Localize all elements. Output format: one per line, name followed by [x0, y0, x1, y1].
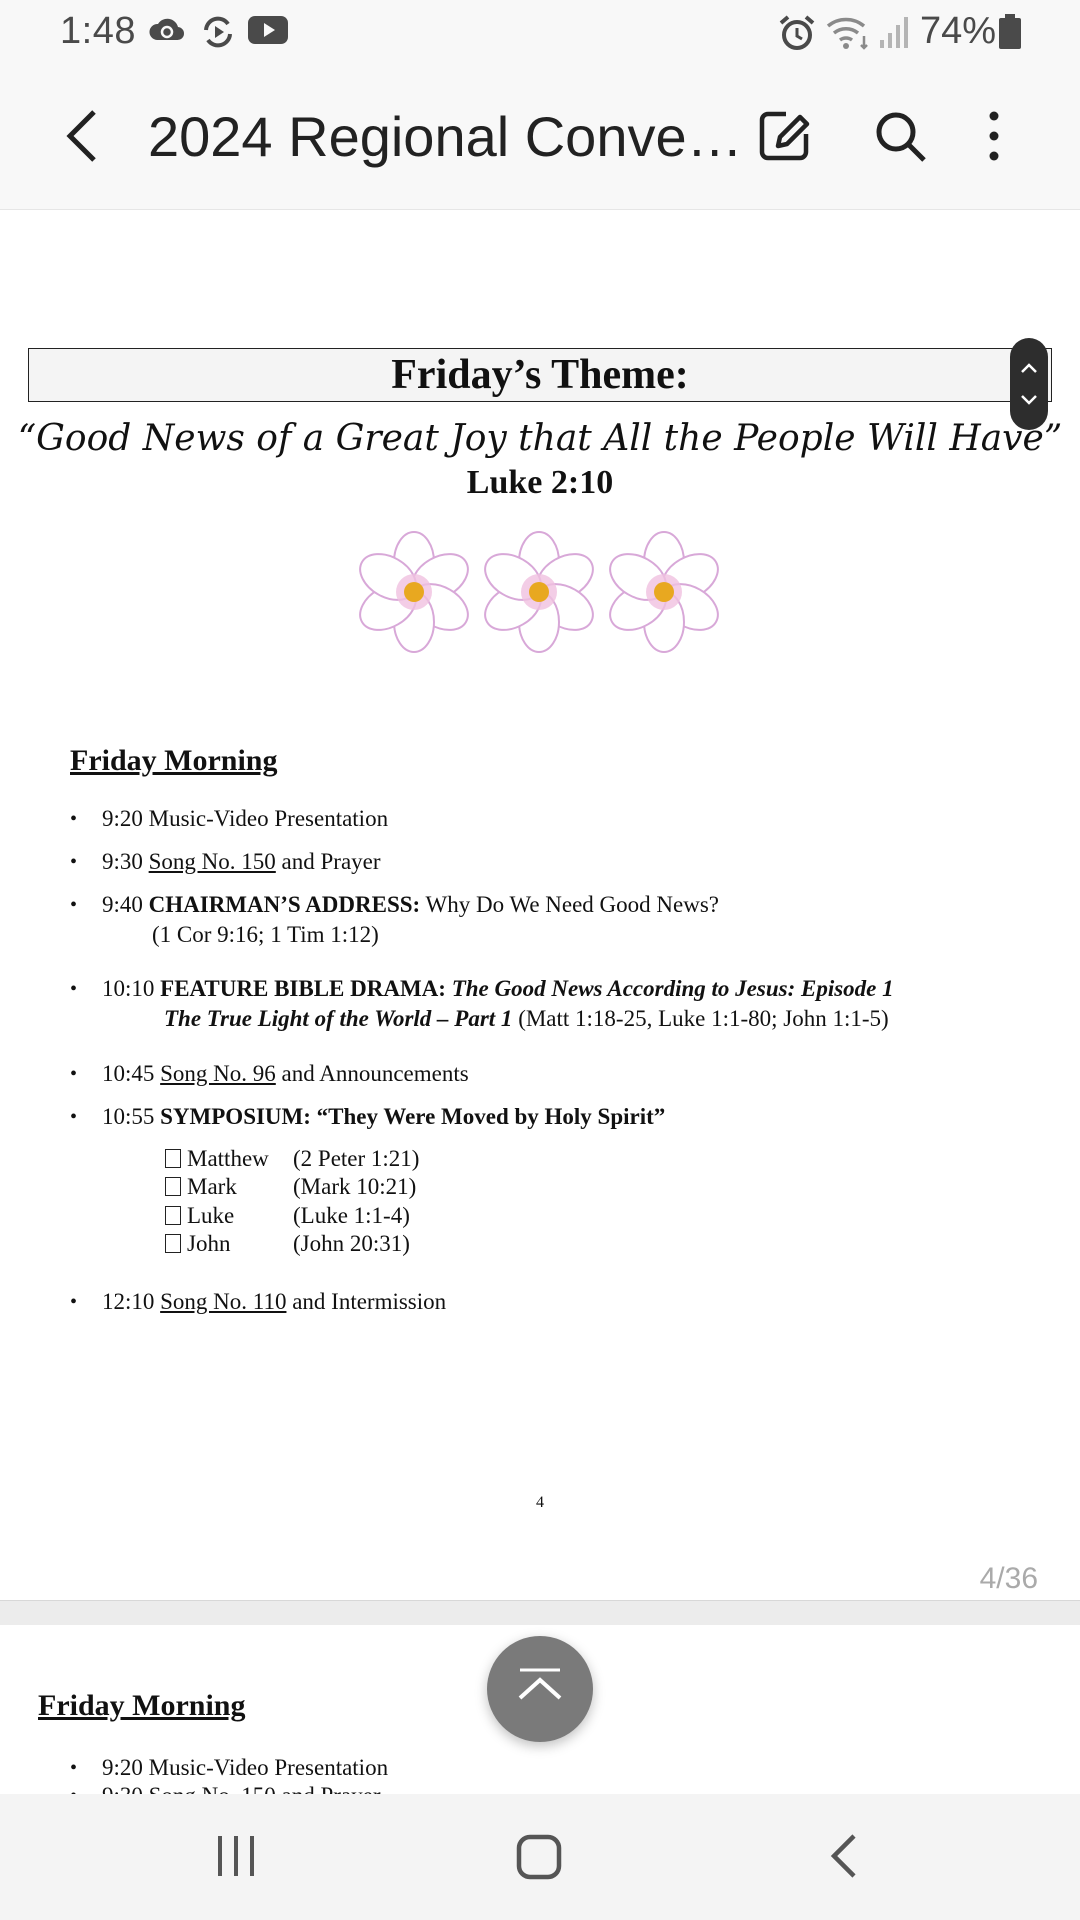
item-reference: (Matt 1:18-25, Luke 1:1-80; John 1:1-5): [518, 1006, 889, 1031]
home-icon[interactable]: [514, 1826, 564, 1886]
song-link[interactable]: Song No. 96: [160, 1061, 276, 1086]
item-time: 10:55: [102, 1104, 155, 1129]
program-item: • 9:40 CHAIRMAN’S ADDRESS: Why Do We Need Good News? (1 Cor 9:16; 1 Tim 1:12): [70, 890, 1070, 950]
symposium-ref: (2 Peter 1:21): [293, 1146, 420, 1171]
document-page[interactable]: Friday’s Theme: “Good News of a Great Joy that All the People Will Have” Luke 2:10 Friday Morning • 9:20 Music-Video Presentation • 9:30 Song No. 150 and Prayer • 9:40 CHAIRMAN’S ADDRESS: Why Do We Need Good News? (1 Cor 9:16; 1 Tim 1:12) • 10:10 FEATURE BIBLE DRAMA: The Good News According to Jesus: Episode 1 The True Light of the World – Part 1 (Matt 1:18-25, Luke 1:1-80; John 1:1-5) • 10:45 Song No. 96 and Announcements • 10:55 SYMPOSIUM: “They Were Moved by Holy Spirit” Matthew (2 Peter 1:21) Mark (Mark 10:21) Luke (Luke 1:1-4) John (John 20:31) • 12:10 Song No. 110 and Intermission 4 4/36: [0, 210, 1080, 1600]
checkbox-glyph: [165, 1149, 181, 1168]
alarm-icon: [778, 14, 816, 52]
page-number: 4: [536, 1494, 544, 1511]
symposium-ref: (Mark 10:21): [293, 1174, 417, 1199]
edit-icon[interactable]: [756, 108, 812, 164]
item-time: 12:10: [102, 1289, 155, 1314]
theme-verse: Luke 2:10: [466, 464, 614, 501]
wifi-icon: [826, 14, 870, 50]
theme-quote: “Good News of a Great Joy that All the People Will Have”: [17, 418, 1063, 459]
page-divider: [0, 1600, 1080, 1626]
scroll-to-top-button[interactable]: [487, 1636, 593, 1742]
song-link[interactable]: Song No. 110: [160, 1289, 287, 1314]
symposium-name: Mark: [187, 1174, 237, 1199]
checkbox-glyph: [165, 1234, 181, 1253]
item-time: 10:45: [102, 1061, 155, 1086]
symposium-part: [165, 1144, 420, 1174]
item-time: 9:40: [102, 892, 143, 917]
youtube-icon: [248, 14, 288, 46]
document-title: 2024 Regional Conve…: [148, 105, 743, 168]
item-time: 9:30: [102, 849, 143, 874]
symposium-part: [165, 1172, 417, 1202]
symposium-name: Matthew: [187, 1146, 269, 1171]
chevron-up-icon: [487, 1636, 593, 1742]
section-title-friday-morning: Friday Morning: [70, 744, 278, 777]
back-arrow-icon[interactable]: [62, 108, 102, 164]
drama-title: The Good News According to Jesus: Episode 1: [451, 976, 894, 1001]
symposium-ref: (Luke 1:1-4): [293, 1203, 410, 1228]
app-bar: [0, 64, 1080, 210]
system-nav-bar: [0, 1794, 1080, 1920]
signal-icon: [878, 14, 910, 50]
search-icon[interactable]: [872, 108, 928, 164]
song-link[interactable]: Song No. 150: [148, 849, 276, 874]
item-text: and Intermission: [292, 1289, 447, 1314]
symposium-ref: (John 20:31): [293, 1231, 410, 1256]
recents-icon[interactable]: [214, 1826, 258, 1886]
item-heading: SYMPOSIUM: “They Were Moved by Holy Spirit”: [160, 1104, 666, 1129]
symposium-part: [165, 1201, 410, 1231]
item-heading: FEATURE BIBLE DRAMA:: [160, 976, 446, 1001]
section-title-friday-morning: Friday Morning: [38, 1689, 246, 1722]
next-document-page[interactable]: Friday Morning • 9:20 Music-Video Presentation: [0, 1625, 1080, 1795]
item-text: Why Do We Need Good News?: [425, 892, 719, 917]
item-text: Music-Video Presentation: [148, 806, 389, 831]
item-time: 9:20: [102, 806, 143, 831]
battery-icon: [998, 14, 1022, 50]
symposium-name: John: [187, 1231, 231, 1256]
status-time: 1:48: [60, 10, 136, 52]
back-icon[interactable]: [824, 1826, 864, 1886]
symposium-name: Luke: [187, 1203, 235, 1228]
battery-percent: 74%: [919, 10, 996, 52]
checkbox-glyph: [165, 1177, 181, 1196]
drama-subtitle: The True Light of the World – Part 1: [164, 1006, 513, 1031]
program-item: • 10:10 FEATURE BIBLE DRAMA: The Good News According to Jesus: Episode 1 The True Light of the World – Part 1 (Matt 1:18-25, Luke 1:1-80; John 1:1-5): [70, 976, 894, 1031]
status-bar: [0, 0, 1080, 64]
item-text: 9:20 Music-Video Presentation: [102, 1755, 389, 1780]
item-heading: CHAIRMAN’S ADDRESS:: [148, 892, 421, 917]
flowers-image: [352, 528, 726, 656]
item-text: and Announcements: [281, 1061, 469, 1086]
symposium-part: [165, 1229, 410, 1259]
checkbox-glyph: [165, 1206, 181, 1225]
scroll-arrows-icon: [1010, 338, 1048, 430]
cloud-sync-icon: [148, 14, 186, 46]
theme-heading: Friday’s Theme:: [28, 348, 1052, 402]
item-reference: (1 Cor 9:16; 1 Tim 1:12): [152, 922, 379, 947]
fast-scroll-handle[interactable]: [1010, 338, 1048, 430]
sync-play-icon: [200, 14, 236, 50]
page-indicator: 4/36: [979, 1562, 1038, 1595]
more-vert-icon[interactable]: [980, 108, 1008, 164]
item-text: and Prayer: [281, 849, 381, 874]
item-time: 10:10: [102, 976, 155, 1001]
